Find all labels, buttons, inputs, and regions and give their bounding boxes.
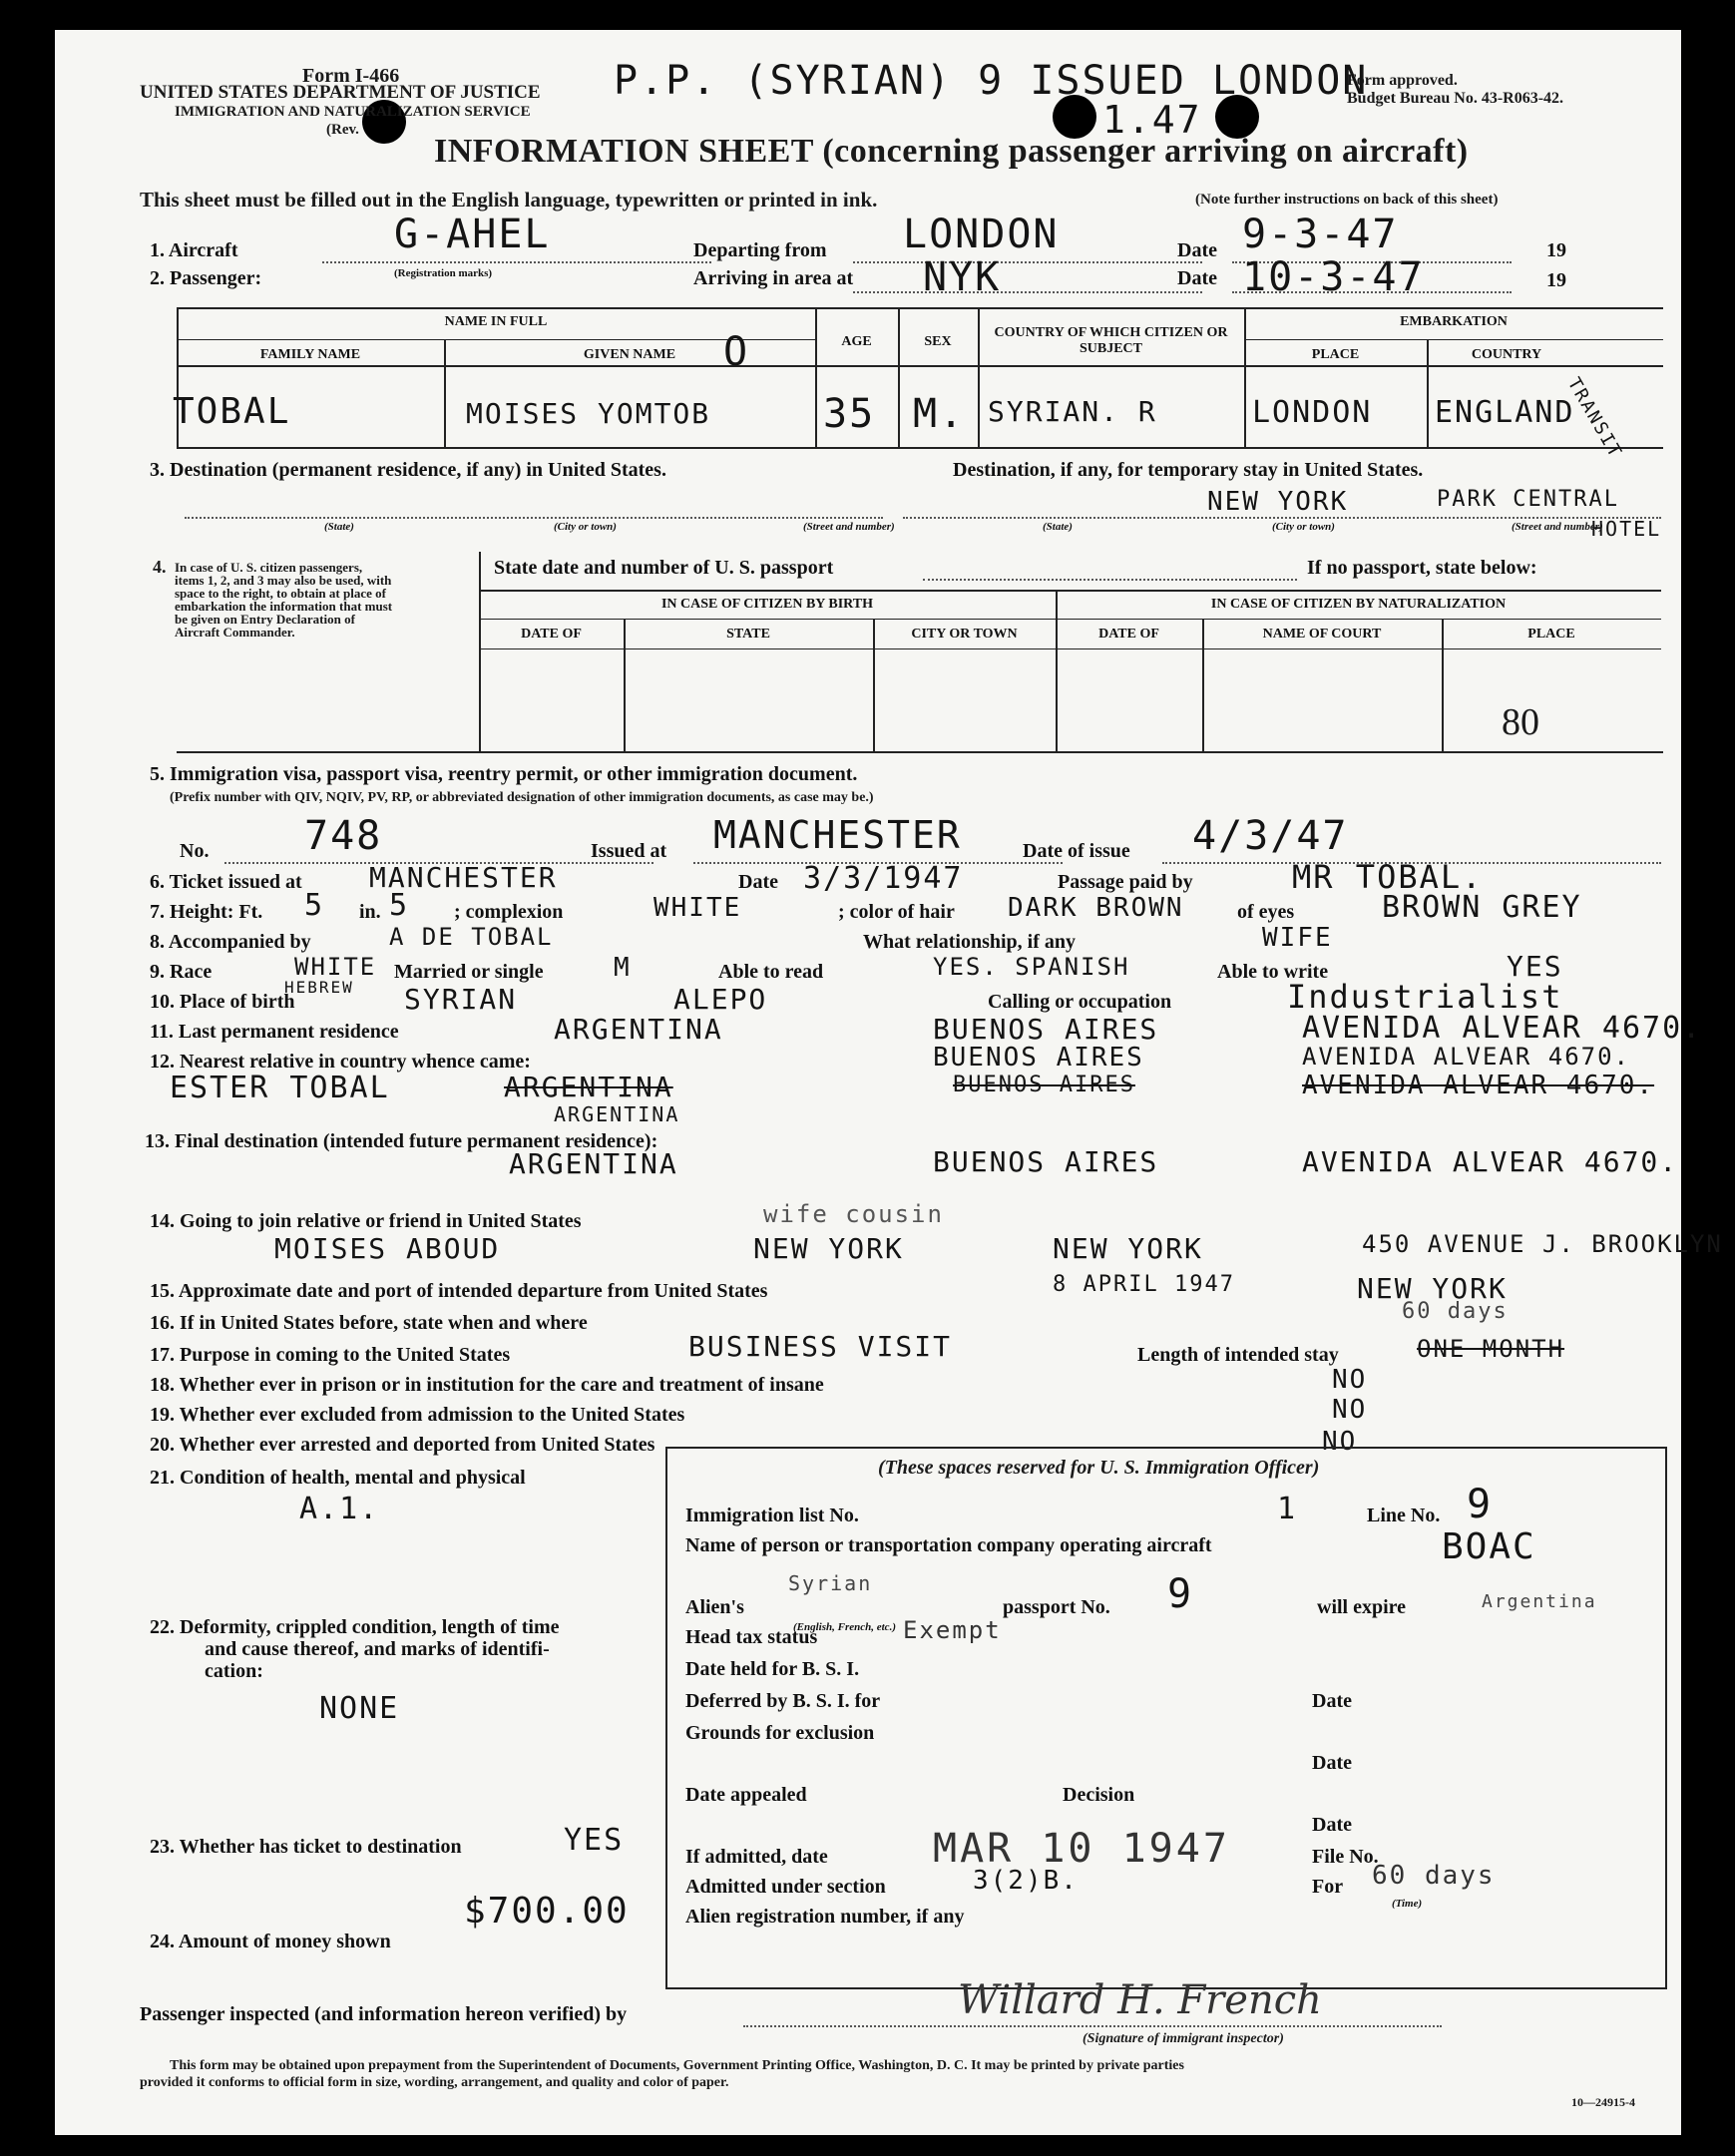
deferred-date-label: Date	[1312, 1690, 1352, 1712]
relationship-label: What relationship, if any	[863, 931, 1076, 953]
departing-label: Departing from	[693, 239, 827, 261]
race-value-2: HEBREW	[284, 978, 354, 997]
top-annotation: P.P. (SYRIAN) 9 ISSUED LONDON	[614, 58, 1369, 104]
admission-date-stamp: MAR 10 1947	[933, 1826, 1230, 1872]
for-label: For	[1312, 1876, 1344, 1898]
country-embark-heading: COUNTRY	[1471, 347, 1542, 362]
transit-note: TRANSIT	[1562, 374, 1626, 463]
before-label: 16. If in United States before, state when and where	[150, 1312, 588, 1334]
date-label-1: Date	[1177, 239, 1217, 261]
sex-value: M.	[913, 391, 966, 437]
street-caption-2: (Street and number)	[1512, 521, 1603, 533]
temp-destination-label: Destination, if any, for temporary stay in United States.	[953, 459, 1424, 481]
footer-code: 10—24915-4	[1571, 2095, 1635, 2109]
final-street: AVENIDA ALVEAR 4670.	[1302, 1145, 1679, 1178]
join-city: NEW YORK	[753, 1232, 904, 1265]
ticket-issued-value: MANCHESTER	[369, 861, 558, 894]
read-label: Able to read	[718, 961, 824, 983]
hair-value: DARK BROWN	[1008, 893, 1184, 923]
destination-label: 3. Destination (permanent residence, if any) in United States.	[150, 459, 666, 481]
aircraft-label: 1. Aircraft	[150, 239, 238, 261]
departure-date: 9-3-47	[1242, 212, 1399, 257]
height-inches: 5	[389, 888, 410, 923]
eyes-label: of eyes	[1237, 901, 1295, 923]
top-date-note: 1.47	[1102, 98, 1202, 142]
officer-box-title: (These spaces reserved for U. S. Immigration Officer)	[878, 1457, 1320, 1479]
departure-date-value: 8 APRIL 1947	[1053, 1272, 1235, 1297]
aliens-label: Alien's	[685, 1596, 744, 1618]
year-19-2: 19	[1546, 269, 1566, 291]
purpose-value: BUSINESS VISIT	[688, 1330, 953, 1363]
registration-marks-caption: (Registration marks)	[394, 267, 493, 279]
form-title: INFORMATION SHEET (concerning passenger arriving on aircraft)	[434, 133, 1469, 170]
item-4-number: 4.	[153, 557, 167, 577]
back-note: (Note further instructions on back of this sheet)	[1195, 192, 1499, 208]
inches-label: in.	[359, 901, 381, 923]
city-caption-2: (City or town)	[1272, 521, 1335, 533]
time-caption: (Time)	[1392, 1898, 1423, 1910]
stamp-number: 80	[1502, 701, 1539, 743]
citizen-by-birth-heading: IN CASE OF CITIZEN BY BIRTH	[660, 597, 874, 612]
budget-bureau: Budget Bureau No. 43-R063-42.	[1347, 90, 1564, 107]
money-value: $700.00	[464, 1891, 630, 1932]
visa-prefix-note: (Prefix number with QIV, NQIV, PV, RP, or abbreviated designation of other immigration documents, as case may be.)	[170, 790, 874, 805]
name-of-court-heading: NAME OF COURT	[1262, 627, 1382, 642]
head-tax-label: Head tax status	[685, 1626, 818, 1648]
department-name: UNITED STATES DEPARTMENT OF JUSTICE	[140, 82, 541, 103]
height-feet: 5	[304, 888, 325, 923]
aliens-nationality: Syrian	[788, 1571, 873, 1595]
passport-label: State date and number of U. S. passport	[494, 557, 834, 579]
last-residence-label: 11. Last permanent residence	[150, 1021, 399, 1043]
state-heading: STATE	[726, 627, 770, 642]
company-label: Name of person or transportation company operating aircraft	[685, 1534, 1212, 1556]
name-in-full-heading: NAME IN FULL	[444, 314, 548, 329]
citizenship-value: SYRIAN. R	[988, 395, 1157, 428]
arrival-date: 10-3-47	[1242, 254, 1425, 300]
join-name: MOISES ABOUD	[274, 1232, 501, 1265]
visa-no-label: No.	[180, 840, 210, 862]
temp-city-value: NEW YORK	[1207, 487, 1349, 517]
ticket-issued-label: 6. Ticket issued at	[150, 871, 302, 893]
for-value: 60 days	[1372, 1861, 1496, 1891]
write-label: Able to write	[1217, 961, 1329, 983]
deformity-label-2: and cause thereof, and marks of identifi-	[205, 1638, 550, 1660]
city-town-heading: CITY OR TOWN	[911, 627, 1018, 642]
visa-label: 5. Immigration visa, passport visa, reentry permit, or other immigration document.	[150, 763, 858, 785]
instructions: This sheet must be filled out in the English language, typewritten or printed in ink.	[140, 188, 878, 212]
country-heading: COUNTRY OF WHICH CITIZEN OR SUBJECT	[994, 325, 1228, 356]
join-street: 450 AVENUE J. BROOKLYN	[1362, 1230, 1723, 1258]
no-passport-label: If no passport, state below:	[1307, 557, 1537, 579]
birth-country-value: SYRIAN	[404, 983, 518, 1016]
race-value: WHITE	[294, 953, 377, 981]
head-tax-value: Exempt	[903, 1616, 1002, 1644]
given-name-mark: O	[723, 329, 750, 375]
nearest-relative-label: 12. Nearest relative in country whence came:	[150, 1051, 531, 1073]
state-caption: (State)	[324, 521, 354, 533]
place-heading-2: PLACE	[1527, 627, 1575, 642]
alien-registration-label: Alien registration number, if any	[685, 1906, 965, 1928]
height-label: 7. Height: Ft.	[150, 901, 263, 923]
occupation-value: Industrialist	[1287, 978, 1563, 1016]
prison-label: 18. Whether ever in prison or in institution for the care and treatment of insane	[150, 1374, 824, 1396]
form-number: Form I-466	[302, 65, 400, 87]
arriving-value: NYK	[923, 254, 1002, 300]
decision-date-label: Date	[1312, 1814, 1352, 1836]
will-expire-label: will expire	[1317, 1596, 1407, 1618]
given-name-value: MOISES YOMTOB	[466, 397, 711, 430]
stay-note: 60 days	[1402, 1299, 1509, 1324]
inspector-signature: Willard H. French	[958, 1977, 1322, 2023]
visa-issued-at: MANCHESTER	[713, 813, 962, 857]
line-no-label: Line No.	[1367, 1505, 1441, 1526]
age-heading: AGE	[841, 334, 872, 349]
join-relative-label: 14. Going to join relative or friend in United States	[150, 1210, 582, 1232]
deformity-value: NONE	[319, 1691, 400, 1726]
form-approved: Form approved.	[1347, 72, 1458, 89]
language-caption: (English, French, etc.)	[793, 1621, 896, 1633]
footer-line-1: This form may be obtained upon prepayment from the Superintendent of Documents, Government Printing Office, Washington, D. C. It may be printed by private parties	[170, 2058, 1184, 2073]
given-name-heading: GIVEN NAME	[583, 347, 676, 362]
deformity-label-3: cation:	[205, 1660, 263, 1682]
passport-no-value: 9	[1167, 1571, 1194, 1617]
revision: (Rev.	[326, 122, 359, 138]
embark-place-value: LONDON	[1252, 395, 1373, 430]
date-of-heading-1: DATE OF	[521, 627, 582, 642]
ticket-destination-label: 23. Whether has ticket to destination	[150, 1836, 462, 1858]
health-value: A.1.	[299, 1492, 380, 1526]
passage-paid-label: Passage paid by	[1058, 871, 1193, 893]
deformity-label: 22. Deformity, crippled condition, length of time	[150, 1616, 560, 1638]
final-destination-label: 13. Final destination (intended future permanent residence):	[145, 1130, 658, 1152]
family-name-heading: FAMILY NAME	[259, 347, 361, 362]
date-of-heading-2: DATE OF	[1098, 627, 1159, 642]
immigration-list-value: 1	[1277, 1492, 1298, 1526]
state-caption-2: (State)	[1043, 521, 1073, 533]
arriving-label: Arriving in area at	[693, 267, 854, 289]
departure-port-value: NEW YORK	[1357, 1272, 1508, 1305]
aircraft-value: G-AHEL	[394, 212, 551, 257]
complexion-label: ; complexion	[454, 901, 564, 923]
sex-heading: SEX	[924, 334, 952, 349]
admitted-section-value: 3(2)B.	[973, 1866, 1079, 1896]
race-label: 9. Race	[150, 961, 213, 983]
admitted-date-label: If admitted, date	[685, 1846, 828, 1868]
relationship-value: WIFE	[1262, 923, 1333, 953]
read-value: YES. SPANISH	[933, 953, 1130, 981]
year-19-1: 19	[1546, 239, 1566, 261]
visa-number: 748	[304, 813, 383, 859]
relative-country-struck: ARGENTINA	[504, 1071, 673, 1103]
final-country: ARGENTINA	[509, 1147, 678, 1180]
ticket-date-label: Date	[738, 871, 778, 893]
citizen-by-naturalization-heading: IN CASE OF CITIZEN BY NATURALIZATION	[1210, 597, 1507, 612]
company-value: BOAC	[1442, 1526, 1536, 1567]
ticket-date-value: 3/3/1947	[803, 861, 964, 896]
occupation-label: Calling or occupation	[988, 991, 1172, 1013]
eyes-value: BROWN GREY	[1382, 890, 1582, 925]
inspected-label: Passenger inspected (and information hereon verified) by	[140, 2003, 628, 2025]
will-expire-value: Argentina	[1482, 1591, 1597, 1612]
join-relation-value: wife cousin	[763, 1200, 944, 1228]
relative-city-struck: BUENOS AIRES	[953, 1073, 1135, 1097]
birthplace-label: 10. Place of birth	[150, 991, 295, 1013]
deported-label: 20. Whether ever arrested and deported from United States	[150, 1434, 655, 1456]
date-label-2: Date	[1177, 267, 1217, 289]
accompanied-value: A DE TOBAL	[389, 923, 554, 951]
temp-street-value-2: HOTEL	[1591, 517, 1662, 541]
length-stay-value: ONE MONTH	[1417, 1335, 1565, 1363]
hair-label: ; color of hair	[838, 901, 955, 923]
item-4-text: In case of U. S. citizen passengers, items 1, 2, and 3 may also be used, with space to the right, to obtain at place of embarkation the information that must be given on Entry Declaration of Aircraft Commander.	[175, 560, 393, 640]
passport-no-label: passport No.	[1003, 1596, 1110, 1618]
date-held-label: Date held for B. S. I.	[685, 1658, 860, 1680]
join-state: NEW YORK	[1053, 1232, 1203, 1265]
embarkation-heading: EMBARKATION	[1400, 314, 1508, 329]
write-value: YES	[1507, 950, 1563, 983]
place-heading: PLACE	[1311, 347, 1360, 362]
excluded-label: 19. Whether ever excluded from admission to the United States	[150, 1404, 685, 1426]
appealed-label: Date appealed	[685, 1784, 807, 1806]
footer-line-2: provided it conforms to official form in size, wording, arrangement, and quality and color of paper.	[140, 2075, 729, 2090]
form-sheet	[55, 30, 1723, 2135]
temp-street-value: PARK CENTRAL	[1437, 487, 1619, 512]
passage-paid-value: MR TOBAL.	[1292, 858, 1484, 896]
relative-street: AVENIDA ALVEAR 4670.	[1302, 1043, 1630, 1071]
date-of-issue-label: Date of issue	[1023, 840, 1130, 862]
grounds-label: Grounds for exclusion	[685, 1722, 875, 1744]
last-residence-city: BUENOS AIRES	[933, 1013, 1159, 1046]
city-caption: (City or town)	[554, 521, 617, 533]
money-label: 24. Amount of money shown	[150, 1931, 391, 1952]
embark-country-value: ENGLAND	[1435, 395, 1575, 430]
ticket-destination-value: YES	[564, 1823, 625, 1858]
line-no-value: 9	[1467, 1482, 1494, 1527]
passenger-label: 2. Passenger:	[150, 267, 262, 289]
prison-value: NO	[1332, 1365, 1368, 1395]
relative-country-corrected: ARGENTINA	[554, 1102, 680, 1126]
admitted-section-label: Admitted under section	[685, 1876, 886, 1898]
departure-label: 15. Approximate date and port of intended departure from United States	[150, 1280, 768, 1302]
deferred-label: Deferred by B. S. I. for	[685, 1690, 881, 1712]
deported-value: NO	[1322, 1427, 1358, 1457]
service-name: IMMIGRATION AND NATURALIZATION SERVICE	[175, 104, 531, 120]
birth-city-value: ALEPO	[673, 983, 768, 1016]
purpose-label: 17. Purpose in coming to the United States	[150, 1344, 511, 1366]
final-city: BUENOS AIRES	[933, 1145, 1159, 1178]
relative-street-struck: AVENIDA ALVEAR 4670.	[1302, 1071, 1655, 1100]
signature-caption: (Signature of immigrant inspector)	[1083, 2031, 1284, 2046]
last-residence-country: ARGENTINA	[554, 1013, 723, 1046]
departing-value: LONDON	[903, 212, 1060, 257]
health-label: 21. Condition of health, mental and physical	[150, 1467, 526, 1489]
married-value: M	[614, 953, 632, 983]
issued-at-label: Issued at	[591, 840, 667, 862]
file-no-label: File No.	[1312, 1846, 1379, 1868]
visa-issue-date: 4/3/47	[1192, 813, 1349, 859]
family-name-value: TOBAL	[173, 391, 291, 432]
age-value: 35	[823, 391, 876, 437]
relative-name: ESTER TOBAL	[170, 1071, 390, 1105]
complexion-value: WHITE	[653, 893, 742, 923]
relative-city: BUENOS AIRES	[933, 1043, 1144, 1073]
length-stay-label: Length of intended stay	[1137, 1344, 1339, 1366]
last-residence-street: AVENIDA ALVEAR 4670.	[1302, 1011, 1703, 1046]
accompanied-label: 8. Accompanied by	[150, 931, 311, 953]
married-label: Married or single	[394, 961, 544, 983]
decision-label: Decision	[1063, 1784, 1135, 1806]
street-caption: (Street and number)	[803, 521, 895, 533]
grounds-date-label: Date	[1312, 1752, 1352, 1774]
excluded-value: NO	[1332, 1395, 1368, 1425]
immigration-list-label: Immigration list No.	[685, 1505, 859, 1526]
